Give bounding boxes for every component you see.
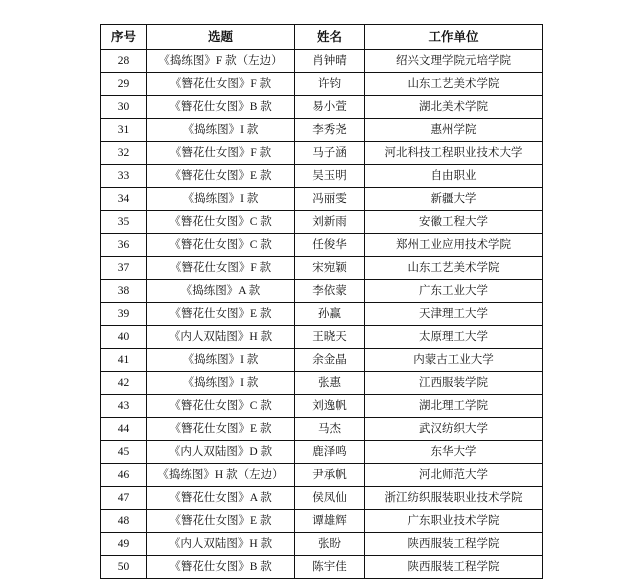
cell-index: 47 bbox=[101, 487, 147, 510]
cell-topic: 《簪花仕女图》C 款 bbox=[147, 211, 295, 234]
table-row bbox=[101, 165, 543, 188]
cell-organization: 湖北理工学院 bbox=[365, 395, 543, 418]
cell-index: 32 bbox=[101, 142, 147, 165]
cell-index: 43 bbox=[101, 395, 147, 418]
cell-organization: 陕西服装工程学院 bbox=[365, 556, 543, 579]
table-row bbox=[101, 556, 543, 579]
cell-topic: 《簪花仕女图》F 款 bbox=[147, 257, 295, 280]
cell-organization: 河北师范大学 bbox=[365, 464, 543, 487]
cell-topic: 《捣练图》I 款 bbox=[147, 349, 295, 372]
table-row bbox=[101, 96, 543, 119]
cell-name: 李秀尧 bbox=[295, 119, 365, 142]
cell-topic: 《簪花仕女图》E 款 bbox=[147, 303, 295, 326]
cell-topic: 《内人双陆图》D 款 bbox=[147, 441, 295, 464]
table-row bbox=[101, 73, 543, 96]
table-row bbox=[101, 188, 543, 211]
cell-name: 孙赢 bbox=[295, 303, 365, 326]
cell-name: 李依蒙 bbox=[295, 280, 365, 303]
cell-organization: 江西服装学院 bbox=[365, 372, 543, 395]
cell-index: 37 bbox=[101, 257, 147, 280]
cell-name: 马杰 bbox=[295, 418, 365, 441]
cell-name: 侯凤仙 bbox=[295, 487, 365, 510]
table-row bbox=[101, 487, 543, 510]
table-header-row bbox=[101, 25, 543, 50]
cell-organization: 自由职业 bbox=[365, 165, 543, 188]
cell-organization: 内蒙古工业大学 bbox=[365, 349, 543, 372]
cell-topic: 《捣练图》I 款 bbox=[147, 188, 295, 211]
table-row bbox=[101, 50, 543, 73]
cell-name: 王晓天 bbox=[295, 326, 365, 349]
cell-name: 鹿泽鸣 bbox=[295, 441, 365, 464]
column-header-name: 姓名 bbox=[295, 25, 365, 50]
cell-organization: 安徽工程大学 bbox=[365, 211, 543, 234]
table-row bbox=[101, 349, 543, 372]
cell-topic: 《簪花仕女图》B 款 bbox=[147, 96, 295, 119]
cell-name: 刘新雨 bbox=[295, 211, 365, 234]
cell-index: 33 bbox=[101, 165, 147, 188]
cell-name: 吴玉明 bbox=[295, 165, 365, 188]
cell-index: 44 bbox=[101, 418, 147, 441]
cell-name: 张盼 bbox=[295, 533, 365, 556]
cell-name: 宋宛颖 bbox=[295, 257, 365, 280]
table-row bbox=[101, 142, 543, 165]
cell-organization: 武汉纺织大学 bbox=[365, 418, 543, 441]
cell-index: 36 bbox=[101, 234, 147, 257]
table-row bbox=[101, 372, 543, 395]
cell-organization: 浙江纺织服装职业技术学院 bbox=[365, 487, 543, 510]
cell-organization: 新疆大学 bbox=[365, 188, 543, 211]
cell-topic: 《捣练图》I 款 bbox=[147, 372, 295, 395]
cell-topic: 《捣练图》A 款 bbox=[147, 280, 295, 303]
cell-organization: 绍兴文理学院元培学院 bbox=[365, 50, 543, 73]
cell-organization: 天津理工大学 bbox=[365, 303, 543, 326]
cell-organization: 东华大学 bbox=[365, 441, 543, 464]
cell-organization: 湖北美术学院 bbox=[365, 96, 543, 119]
table-row bbox=[101, 464, 543, 487]
cell-organization: 山东工艺美术学院 bbox=[365, 73, 543, 96]
cell-organization: 太原理工大学 bbox=[365, 326, 543, 349]
table-row bbox=[101, 280, 543, 303]
cell-organization: 河北科技工程职业技术大学 bbox=[365, 142, 543, 165]
cell-topic: 《簪花仕女图》C 款 bbox=[147, 395, 295, 418]
table-row bbox=[101, 257, 543, 280]
table-row bbox=[101, 441, 543, 464]
cell-index: 41 bbox=[101, 349, 147, 372]
table-row bbox=[101, 533, 543, 556]
cell-name: 张惠 bbox=[295, 372, 365, 395]
cell-index: 30 bbox=[101, 96, 147, 119]
cell-name: 肖钟晴 bbox=[295, 50, 365, 73]
cell-name: 许钧 bbox=[295, 73, 365, 96]
cell-topic: 《内人双陆图》H 款 bbox=[147, 533, 295, 556]
table-body bbox=[101, 50, 543, 579]
cell-index: 49 bbox=[101, 533, 147, 556]
cell-index: 35 bbox=[101, 211, 147, 234]
cell-index: 29 bbox=[101, 73, 147, 96]
cell-organization: 陕西服装工程学院 bbox=[365, 533, 543, 556]
table-row bbox=[101, 303, 543, 326]
cell-topic: 《簪花仕女图》F 款 bbox=[147, 142, 295, 165]
cell-name: 马子涵 bbox=[295, 142, 365, 165]
table-row bbox=[101, 510, 543, 533]
table-row bbox=[101, 326, 543, 349]
cell-name: 任俊华 bbox=[295, 234, 365, 257]
cell-organization: 郑州工业应用技术学院 bbox=[365, 234, 543, 257]
column-header-topic: 选题 bbox=[147, 25, 295, 50]
cell-index: 38 bbox=[101, 280, 147, 303]
cell-name: 刘逸帆 bbox=[295, 395, 365, 418]
cell-organization: 广东工业大学 bbox=[365, 280, 543, 303]
cell-index: 34 bbox=[101, 188, 147, 211]
cell-index: 31 bbox=[101, 119, 147, 142]
cell-name: 易小萱 bbox=[295, 96, 365, 119]
cell-index: 46 bbox=[101, 464, 147, 487]
table-row bbox=[101, 395, 543, 418]
cell-organization: 山东工艺美术学院 bbox=[365, 257, 543, 280]
table-row bbox=[101, 211, 543, 234]
cell-organization: 广东职业技术学院 bbox=[365, 510, 543, 533]
cell-topic: 《内人双陆图》H 款 bbox=[147, 326, 295, 349]
table-row bbox=[101, 234, 543, 257]
cell-topic: 《捣练图》F 款（左边） bbox=[147, 50, 295, 73]
roster-table-container bbox=[100, 24, 542, 579]
cell-index: 40 bbox=[101, 326, 147, 349]
cell-topic: 《簪花仕女图》F 款 bbox=[147, 73, 295, 96]
cell-name: 尹承帆 bbox=[295, 464, 365, 487]
cell-topic: 《簪花仕女图》E 款 bbox=[147, 418, 295, 441]
cell-index: 50 bbox=[101, 556, 147, 579]
cell-organization: 惠州学院 bbox=[365, 119, 543, 142]
cell-index: 42 bbox=[101, 372, 147, 395]
cell-topic: 《簪花仕女图》E 款 bbox=[147, 510, 295, 533]
cell-name: 余金晶 bbox=[295, 349, 365, 372]
roster-table bbox=[100, 24, 543, 579]
cell-name: 谭雄辉 bbox=[295, 510, 365, 533]
column-header-organization: 工作单位 bbox=[365, 25, 543, 50]
cell-name: 冯丽雯 bbox=[295, 188, 365, 211]
cell-index: 48 bbox=[101, 510, 147, 533]
cell-topic: 《捣练图》H 款（左边） bbox=[147, 464, 295, 487]
table-header bbox=[101, 25, 543, 50]
cell-topic: 《簪花仕女图》B 款 bbox=[147, 556, 295, 579]
table-row bbox=[101, 418, 543, 441]
cell-name: 陈宇佳 bbox=[295, 556, 365, 579]
column-header-index: 序号 bbox=[101, 25, 147, 50]
cell-topic: 《簪花仕女图》A 款 bbox=[147, 487, 295, 510]
table-row bbox=[101, 119, 543, 142]
cell-topic: 《簪花仕女图》C 款 bbox=[147, 234, 295, 257]
cell-index: 28 bbox=[101, 50, 147, 73]
cell-topic: 《捣练图》I 款 bbox=[147, 119, 295, 142]
cell-index: 45 bbox=[101, 441, 147, 464]
cell-topic: 《簪花仕女图》E 款 bbox=[147, 165, 295, 188]
cell-index: 39 bbox=[101, 303, 147, 326]
